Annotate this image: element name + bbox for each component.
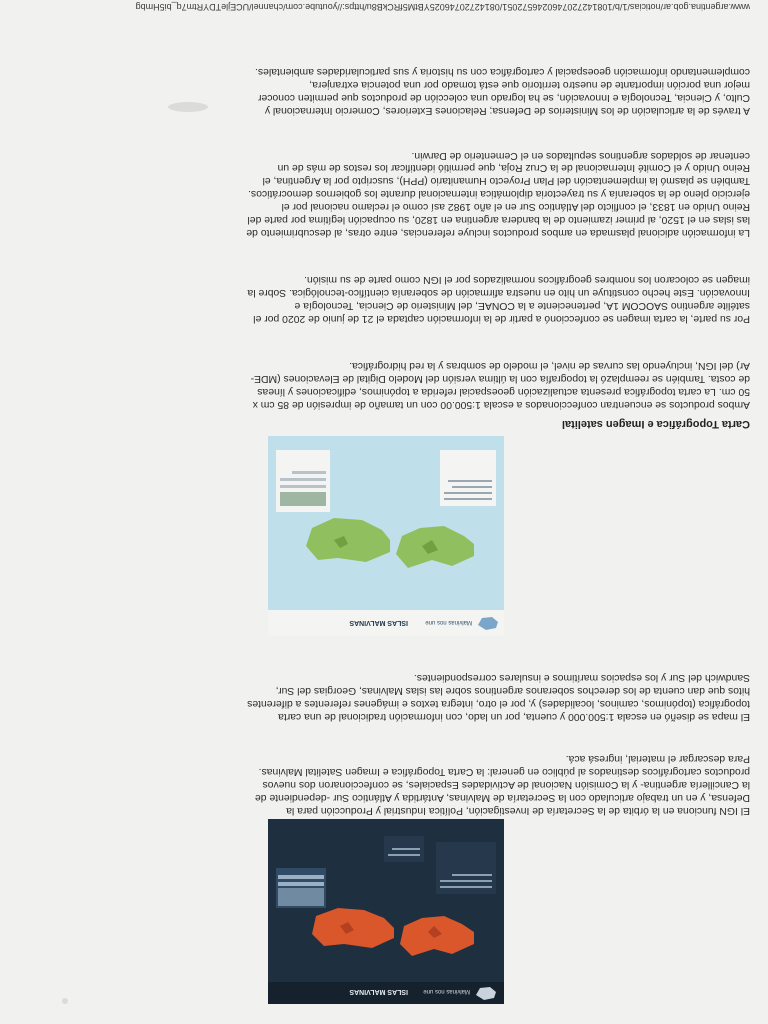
paragraph-ign-intro: El IGN funciona en la órbita de la Secretaría de Investigación, Política Industrial y Producción para la Defensa, y en un trabajo articulado con la Secretaría de Malvinas, Antártida y Atlántico Sur -dependiente de la Cancillería argentina- y la Comisión Nacional de Actividades Espaciales, se confeccionaron dos nuevos productos cartográficos destinados al público en general: la Carta Topográfica e Imagen Satelital Malvinas. Para descargar el material, ingresá acá.	[254, 753, 750, 816]
paragraph-additional-info: La información adicional plasmada en ambos productos incluye referencias, entre otras, al descubrimiento de las islas en el 1520, al primer izamiento de la bandera argentina en 1820, su ocupación legítima por parte del Reino Unido en 1833, el conflicto del Atlántico Sur en el año 1982 así como el reclamo nacional por el ejercicio pleno de la soberanía y su trayectoria diplomática internacional durante los gobiernos democráticos. También se plasmó la implementación del Plan Proyecto Humanitario (PPH), suscripto por la Argentina, el Reino Unido y el Comité Internacional de la Cruz Roja, que permitió identificar los restos de más de un centenar de soldados argentinos sepultados en el Cementerio de Darwin.	[246, 149, 750, 238]
paragraph-products: Ambos productos se encuentran confeccionados a escala 1:500.00 con un tamaño de impresión de 85 cm x 50 cm. La carta topográfica presenta actualización geoespacial referida a topónimos, edificaciones y líneas de costa. También se reemplazó la topografía con la última versión del Modelo Digital de Elevaciones (MDE-Ar) del IGN, incluyendo las curvas de nivel, el modelo de sombras y la red hidrográfica.	[250, 360, 750, 410]
map-title: ISLAS MALVINAS	[349, 988, 408, 995]
topographic-map-figure	[268, 436, 504, 636]
map-title: ISLAS MALVINAS	[349, 619, 408, 626]
paragraph-map-scale: El mapa se diseñó en escala 1:500.000 y cuenta, por un lado, con información tradicional de una carta topográfica (topónimos, caminos, localidades) y, por el otro, integra textos e imágenes referentes a diferentes hitos que dan cuenta de los derechos soberanos argentinos sobre las islas Malvinas, Georgias del Sur, Sandwich del Sur y los espacios marítimos e insulares correspondientes.	[247, 672, 750, 722]
paragraph-satellite-image: Por su parte, la carta imagen se confeccionó a partir de la información captada el 21 de junio de 2020 por el satélite argentino SAOCOM 1A, perteneciente a la CONAE, del Ministerio de Ciencia, Tecnología e Innovación. Este hecho constituye un hito en nuestra afirmación de soberanía científico-tecnológica. Sobre la imagen se colocaron los nombres geográficos normalizados por el IGN como parte de su misión.	[247, 274, 750, 324]
paragraph-ministries: A través de la articulación de los Ministerios de Defensa; Relaciones Exteriores, Comercio Internacional y Culto, y Ciencia, Tecnología e Innovación, se ha logrado una colección de productos que permiten conocer mejor una porción importante de nuestro territorio que está tomado por una potencia extranjera, complementando información geoespacial y cartográfica con su historia y sus particularidades ambientales.	[255, 66, 750, 116]
map-logo-text: Malvinas nos une	[425, 619, 472, 625]
footer-url: www.argentina.gob.ar/noticias/1/b/1081427207460246572051/08142720746025YBtM5fRCkB8u/https://youtube.com/channel/UCEjleTDYRtm7q_bi5Hmbg	[135, 2, 750, 12]
satellite-map-figure	[268, 819, 504, 1004]
scan-smudge	[62, 998, 68, 1004]
map-logo-text: Malvinas nos une	[423, 988, 470, 994]
section-heading: Carta Topográfica e Imagen satelital	[561, 418, 750, 430]
scan-smudge	[168, 102, 208, 112]
